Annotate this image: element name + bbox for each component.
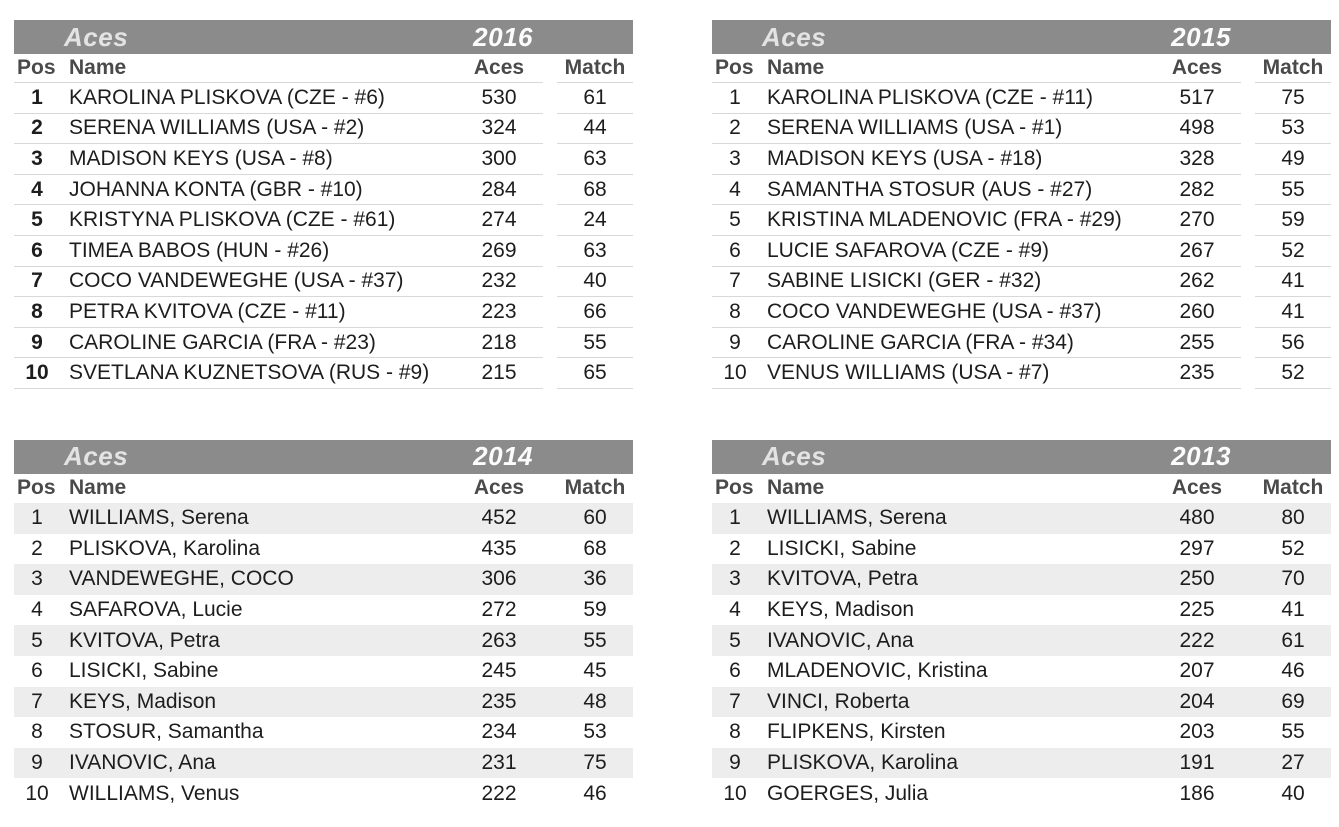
name-cell: PLISKOVA, Karolina — [767, 750, 959, 774]
aces-cell: 480 — [1179, 506, 1215, 530]
match-cell: 41 — [1255, 267, 1331, 298]
column-gap — [543, 328, 557, 359]
aces-table-2015 — [712, 20, 1331, 389]
match-cell: 41 — [1255, 297, 1331, 328]
table-year: 2013 — [1171, 441, 1231, 472]
aces-cell: 498 — [1153, 114, 1241, 145]
table-rows — [712, 503, 1331, 809]
table-title: Aces — [762, 21, 827, 52]
column-header-aces: Aces — [1171, 476, 1223, 500]
pos-cell: 10 — [14, 358, 60, 389]
column-gap — [543, 54, 557, 83]
column-gap — [543, 778, 557, 809]
table-row — [14, 358, 633, 389]
pos-cell: 7 — [14, 267, 60, 298]
aces-cell: 270 — [1153, 205, 1241, 236]
table-row — [712, 358, 1331, 389]
column-gap — [1241, 503, 1255, 534]
table-row — [712, 503, 1331, 534]
match-cell: 55 — [557, 328, 633, 359]
column-gap — [1241, 595, 1255, 626]
name-cell: IVANOVIC, Ana — [767, 628, 914, 652]
match-cell: 36 — [583, 567, 607, 591]
table-rows — [712, 83, 1331, 389]
table-row — [712, 297, 1331, 328]
column-gap — [1241, 564, 1255, 595]
table-title-band — [712, 20, 1331, 54]
table-title: Aces — [762, 441, 827, 472]
name-cell: PETRA KVITOVA (CZE - #11) — [60, 297, 455, 328]
name-cell: KVITOVA, Petra — [767, 567, 918, 591]
aces-cell: 250 — [1179, 567, 1215, 591]
pos-cell: 2 — [31, 536, 43, 560]
pos-cell: 3 — [31, 567, 43, 591]
aces-cell: 262 — [1153, 267, 1241, 298]
match-cell: 61 — [1281, 628, 1305, 652]
column-gap — [1241, 83, 1255, 114]
name-cell: KAROLINA PLISKOVA (CZE - #6) — [60, 83, 455, 114]
aces-cell: 223 — [455, 297, 543, 328]
column-gap — [1241, 328, 1255, 359]
aces-cell: 435 — [481, 536, 517, 560]
column-header-match: Match — [1255, 54, 1331, 83]
pos-cell: 4 — [729, 598, 741, 622]
column-gap — [543, 83, 557, 114]
aces-cell: 263 — [481, 628, 517, 652]
aces-cell: 297 — [1179, 536, 1215, 560]
aces-cell: 207 — [1179, 659, 1215, 683]
column-gap — [1241, 656, 1255, 687]
pos-cell: 10 — [712, 358, 758, 389]
name-cell: CAROLINE GARCIA (FRA - #23) — [60, 328, 455, 359]
column-gap — [543, 474, 557, 503]
aces-cell: 324 — [455, 114, 543, 145]
match-cell: 52 — [1281, 536, 1305, 560]
name-cell: WILLIAMS, Serena — [767, 506, 947, 530]
name-cell: LISICKI, Sabine — [767, 536, 917, 560]
aces-cell: 218 — [455, 328, 543, 359]
name-cell: IVANOVIC, Ana — [69, 750, 216, 774]
column-gap — [1241, 474, 1255, 503]
column-header-row — [14, 54, 633, 83]
name-cell: STOSUR, Samantha — [69, 720, 264, 744]
match-cell: 27 — [1281, 750, 1305, 774]
column-header-row — [712, 474, 1331, 503]
match-cell: 40 — [557, 267, 633, 298]
table-row — [712, 83, 1331, 114]
column-gap — [543, 297, 557, 328]
match-cell: 52 — [1255, 236, 1331, 267]
table-row — [14, 144, 633, 175]
pos-cell: 3 — [712, 144, 758, 175]
aces-table-2016 — [14, 20, 633, 389]
match-cell: 45 — [583, 659, 607, 683]
table-row — [14, 175, 633, 206]
table-year: 2016 — [473, 21, 533, 52]
match-cell: 53 — [1255, 114, 1331, 145]
table-row — [712, 144, 1331, 175]
column-gap — [543, 358, 557, 389]
table-row — [712, 687, 1331, 718]
name-cell: LUCIE SAFAROVA (CZE - #9) — [758, 236, 1153, 267]
name-cell: TIMEA BABOS (HUN - #26) — [60, 236, 455, 267]
pos-cell: 1 — [14, 83, 60, 114]
match-cell: 46 — [583, 781, 607, 805]
match-cell: 63 — [557, 144, 633, 175]
table-row — [712, 328, 1331, 359]
column-gap — [543, 267, 557, 298]
table-row — [14, 656, 633, 687]
pos-cell: 5 — [729, 628, 741, 652]
column-gap — [543, 534, 557, 565]
aces-cell: 203 — [1179, 720, 1215, 744]
match-cell: 70 — [1281, 567, 1305, 591]
column-gap — [543, 144, 557, 175]
table-row — [14, 297, 633, 328]
table-row — [14, 83, 633, 114]
table-row — [14, 236, 633, 267]
aces-cell: 274 — [455, 205, 543, 236]
match-cell: 44 — [557, 114, 633, 145]
pos-cell: 1 — [729, 506, 741, 530]
column-gap — [1241, 534, 1255, 565]
pos-cell: 4 — [14, 175, 60, 206]
table-row — [712, 175, 1331, 206]
aces-cell: 235 — [481, 689, 517, 713]
name-cell: VENUS WILLIAMS (USA - #7) — [758, 358, 1153, 389]
table-row — [14, 717, 633, 748]
name-cell: PLISKOVA, Karolina — [69, 536, 261, 560]
match-cell: 55 — [583, 628, 607, 652]
pos-cell: 2 — [729, 536, 741, 560]
pos-cell: 10 — [723, 781, 747, 805]
match-cell: 49 — [1255, 144, 1331, 175]
name-cell: VANDEWEGHE, COCO — [69, 567, 294, 591]
column-header-match: Match — [1262, 476, 1324, 500]
table-year: 2015 — [1171, 21, 1231, 52]
table-row — [14, 778, 633, 809]
aces-cell: 235 — [1153, 358, 1241, 389]
column-header-pos: Pos — [715, 476, 754, 500]
name-cell: COCO VANDEWEGHE (USA - #37) — [60, 267, 455, 298]
column-gap — [543, 595, 557, 626]
column-header-aces: Aces — [455, 54, 543, 83]
name-cell: WILLIAMS, Serena — [69, 506, 249, 530]
table-rows — [14, 83, 633, 389]
column-header-name: Name — [69, 476, 127, 500]
column-gap — [1241, 144, 1255, 175]
name-cell: MADISON KEYS (USA - #8) — [60, 144, 455, 175]
aces-cell: 222 — [1179, 628, 1215, 652]
name-cell: COCO VANDEWEGHE (USA - #37) — [758, 297, 1153, 328]
column-header-match: Match — [564, 476, 626, 500]
column-gap — [543, 656, 557, 687]
aces-cell: 300 — [455, 144, 543, 175]
pos-cell: 9 — [712, 328, 758, 359]
column-gap — [1241, 297, 1255, 328]
column-gap — [1241, 778, 1255, 809]
table-rows — [14, 503, 633, 809]
name-cell: KEYS, Madison — [767, 598, 915, 622]
table-row — [14, 267, 633, 298]
pos-cell: 3 — [14, 144, 60, 175]
table-title-band — [14, 20, 633, 54]
match-cell: 55 — [1255, 175, 1331, 206]
column-gap — [543, 503, 557, 534]
table-row — [14, 564, 633, 595]
aces-cell: 530 — [455, 83, 543, 114]
name-cell: JOHANNA KONTA (GBR - #10) — [60, 175, 455, 206]
column-header-pos: Pos — [14, 54, 60, 83]
column-header-row — [14, 474, 633, 503]
column-gap — [1241, 114, 1255, 145]
match-cell: 61 — [557, 83, 633, 114]
name-cell: SERENA WILLIAMS (USA - #2) — [60, 114, 455, 145]
aces-cell: 245 — [481, 659, 517, 683]
column-gap — [543, 625, 557, 656]
match-cell: 68 — [583, 536, 607, 560]
aces-cell: 272 — [481, 598, 517, 622]
table-title-band — [14, 440, 633, 474]
match-cell: 75 — [583, 750, 607, 774]
table-title-band — [712, 440, 1331, 474]
table-row — [712, 778, 1331, 809]
table-title: Aces — [64, 441, 129, 472]
match-cell: 59 — [583, 598, 607, 622]
pos-cell: 6 — [729, 659, 741, 683]
column-gap — [1241, 687, 1255, 718]
name-cell: LISICKI, Sabine — [69, 659, 219, 683]
column-gap — [1241, 625, 1255, 656]
match-cell: 52 — [1255, 358, 1331, 389]
name-cell: CAROLINE GARCIA (FRA - #34) — [758, 328, 1153, 359]
pos-cell: 9 — [14, 328, 60, 359]
column-gap — [543, 564, 557, 595]
name-cell: KEYS, Madison — [69, 689, 217, 713]
match-cell: 46 — [1281, 659, 1305, 683]
column-gap — [543, 236, 557, 267]
pos-cell: 5 — [31, 628, 43, 652]
aces-cell: 222 — [481, 781, 517, 805]
aces-cell: 204 — [1179, 689, 1215, 713]
name-cell: SAFAROVA, Lucie — [69, 598, 243, 622]
name-cell: VINCI, Roberta — [767, 689, 910, 713]
pos-cell: 5 — [14, 205, 60, 236]
aces-cell: 234 — [481, 720, 517, 744]
name-cell: FLIPKENS, Kirsten — [767, 720, 946, 744]
table-row — [712, 205, 1331, 236]
table-year: 2014 — [473, 441, 533, 472]
column-header-name: Name — [767, 476, 825, 500]
column-gap — [1241, 267, 1255, 298]
table-row — [14, 748, 633, 779]
pos-cell: 4 — [31, 598, 43, 622]
column-header-match: Match — [557, 54, 633, 83]
match-cell: 55 — [1281, 720, 1305, 744]
column-header-pos: Pos — [712, 54, 758, 83]
pos-cell: 8 — [31, 720, 43, 744]
pos-cell: 1 — [712, 83, 758, 114]
match-cell: 40 — [1281, 781, 1305, 805]
aces-cell: 225 — [1179, 598, 1215, 622]
column-gap — [1241, 748, 1255, 779]
name-cell: MADISON KEYS (USA - #18) — [758, 144, 1153, 175]
name-cell: SERENA WILLIAMS (USA - #1) — [758, 114, 1153, 145]
column-gap — [543, 687, 557, 718]
column-header-row — [712, 54, 1331, 83]
table-row — [712, 625, 1331, 656]
column-header-name: Name — [60, 54, 455, 83]
aces-table-2014 — [14, 440, 633, 809]
match-cell: 75 — [1255, 83, 1331, 114]
pos-cell: 1 — [31, 506, 43, 530]
table-row — [712, 595, 1331, 626]
table-row — [712, 748, 1331, 779]
name-cell: SVETLANA KUZNETSOVA (RUS - #9) — [60, 358, 455, 389]
pos-cell: 4 — [712, 175, 758, 206]
column-header-aces: Aces — [1153, 54, 1241, 83]
pos-cell: 7 — [31, 689, 43, 713]
table-row — [712, 656, 1331, 687]
name-cell: SABINE LISICKI (GER - #32) — [758, 267, 1153, 298]
column-gap — [1241, 175, 1255, 206]
table-row — [712, 534, 1331, 565]
pos-cell: 9 — [31, 750, 43, 774]
pos-cell: 2 — [14, 114, 60, 145]
pos-cell: 5 — [712, 205, 758, 236]
pos-cell: 8 — [14, 297, 60, 328]
match-cell: 56 — [1255, 328, 1331, 359]
aces-cell: 306 — [481, 567, 517, 591]
match-cell: 24 — [557, 205, 633, 236]
match-cell: 63 — [557, 236, 633, 267]
name-cell: SAMANTHA STOSUR (AUS - #27) — [758, 175, 1153, 206]
pos-cell: 2 — [712, 114, 758, 145]
table-row — [14, 687, 633, 718]
column-gap — [543, 175, 557, 206]
aces-cell: 186 — [1179, 781, 1215, 805]
table-row — [712, 267, 1331, 298]
match-cell: 60 — [583, 506, 607, 530]
name-cell: KVITOVA, Petra — [69, 628, 220, 652]
pos-cell: 6 — [14, 236, 60, 267]
column-header-aces: Aces — [473, 476, 525, 500]
aces-table-2013 — [712, 440, 1331, 809]
column-gap — [1241, 236, 1255, 267]
match-cell: 69 — [1281, 689, 1305, 713]
pos-cell: 3 — [729, 567, 741, 591]
name-cell: MLADENOVIC, Kristina — [767, 659, 988, 683]
pos-cell: 8 — [729, 720, 741, 744]
column-gap — [543, 205, 557, 236]
table-row — [712, 114, 1331, 145]
match-cell: 65 — [557, 358, 633, 389]
aces-cell: 282 — [1153, 175, 1241, 206]
table-row — [14, 595, 633, 626]
aces-cell: 215 — [455, 358, 543, 389]
aces-cell: 269 — [455, 236, 543, 267]
column-header-name: Name — [758, 54, 1153, 83]
aces-cell: 328 — [1153, 144, 1241, 175]
name-cell: KRISTYNA PLISKOVA (CZE - #61) — [60, 205, 455, 236]
match-cell: 80 — [1281, 506, 1305, 530]
pos-cell: 6 — [712, 236, 758, 267]
pos-cell: 8 — [712, 297, 758, 328]
table-row — [14, 328, 633, 359]
match-cell: 53 — [583, 720, 607, 744]
match-cell: 66 — [557, 297, 633, 328]
match-cell: 59 — [1255, 205, 1331, 236]
pos-cell: 9 — [729, 750, 741, 774]
name-cell: GOERGES, Julia — [767, 781, 929, 805]
aces-cell: 517 — [1153, 83, 1241, 114]
column-gap — [1241, 358, 1255, 389]
table-row — [712, 564, 1331, 595]
aces-cell: 191 — [1179, 750, 1215, 774]
table-row — [712, 236, 1331, 267]
name-cell: KRISTINA MLADENOVIC (FRA - #29) — [758, 205, 1153, 236]
column-gap — [543, 114, 557, 145]
column-gap — [543, 717, 557, 748]
match-cell: 68 — [557, 175, 633, 206]
pos-cell: 7 — [712, 267, 758, 298]
table-row — [14, 205, 633, 236]
aces-cell: 260 — [1153, 297, 1241, 328]
table-row — [14, 625, 633, 656]
table-row — [14, 114, 633, 145]
pos-cell: 10 — [25, 781, 49, 805]
column-gap — [1241, 205, 1255, 236]
pos-cell: 6 — [31, 659, 43, 683]
match-cell: 48 — [583, 689, 607, 713]
column-gap — [1241, 54, 1255, 83]
match-cell: 41 — [1281, 598, 1305, 622]
column-gap — [1241, 717, 1255, 748]
aces-cell: 255 — [1153, 328, 1241, 359]
aces-cell: 452 — [481, 506, 517, 530]
aces-cell: 231 — [481, 750, 517, 774]
table-row — [712, 717, 1331, 748]
aces-cell: 232 — [455, 267, 543, 298]
name-cell: KAROLINA PLISKOVA (CZE - #11) — [758, 83, 1153, 114]
table-title: Aces — [64, 21, 129, 52]
pos-cell: 7 — [729, 689, 741, 713]
aces-cell: 267 — [1153, 236, 1241, 267]
column-gap — [543, 748, 557, 779]
table-row — [14, 534, 633, 565]
table-row — [14, 503, 633, 534]
aces-cell: 284 — [455, 175, 543, 206]
name-cell: WILLIAMS, Venus — [69, 781, 240, 805]
column-header-pos: Pos — [17, 476, 56, 500]
